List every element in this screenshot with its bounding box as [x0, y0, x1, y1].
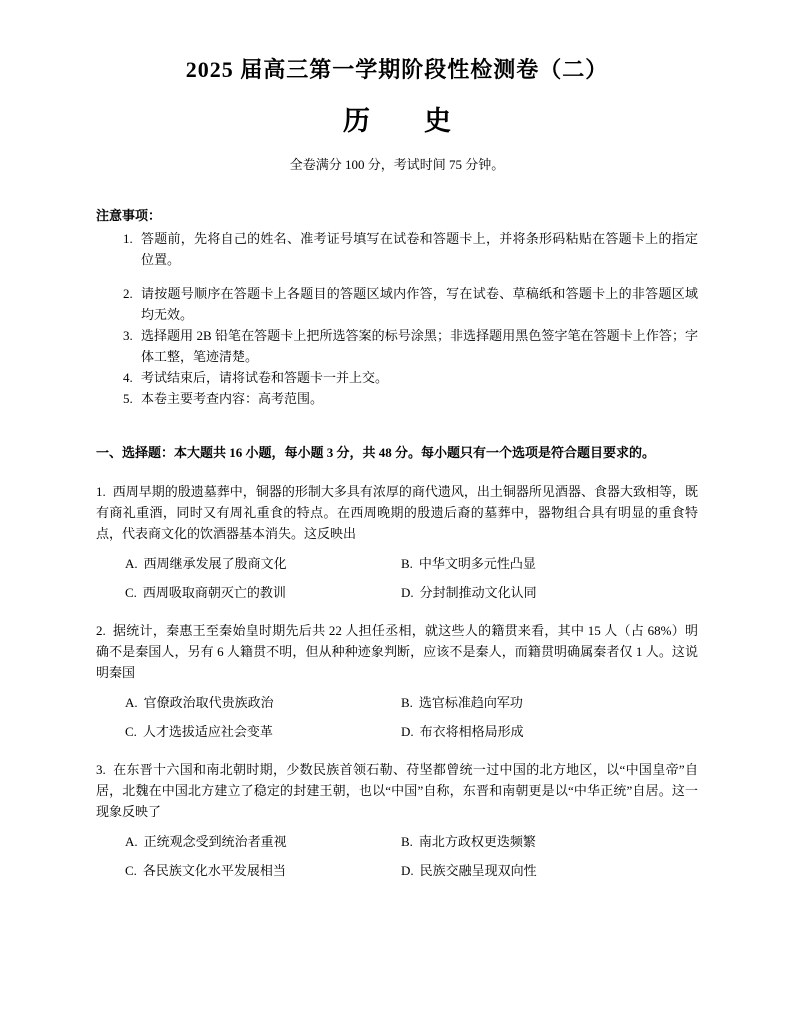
- option-c: [125, 860, 401, 881]
- question-stem: [96, 481, 698, 544]
- option-text: 分封制推动文化认同: [419, 584, 537, 600]
- option-d: [401, 582, 698, 603]
- question-stem: [96, 620, 698, 683]
- notice-list: [96, 228, 698, 409]
- exam-subject: 历 史: [343, 105, 451, 136]
- option-text: 官僚政治取代贵族政治: [143, 694, 274, 710]
- option-b: [401, 553, 698, 574]
- notice-heading: 注意事项：: [96, 208, 162, 224]
- notice-item-text: 本卷主要考查内容：高考范围。: [141, 391, 324, 407]
- option-label: A.: [125, 555, 138, 571]
- option-label: C.: [125, 584, 137, 600]
- option-text: 正统观念受到统治者重视: [143, 834, 287, 850]
- question-number: 2.: [96, 622, 106, 638]
- question-text: 据统计，秦惠王至秦始皇时期先后共 22 人担任丞相，就这些人的籍贯来看，其中 15 人（占 68%）明确不是秦国人，另有 6 人籍贯不明，但从种种迹象判断，应该不是秦人，而籍贯明确属秦者仅 1 人。这说明秦国: [96, 622, 698, 680]
- option-text: 西周吸取商朝灭亡的教训: [142, 584, 286, 600]
- option-text: 南北方政权更迭频繁: [418, 834, 536, 850]
- question-3: [96, 759, 698, 881]
- exam-title: 2025 届高三第一学期阶段性检测卷（二）: [185, 57, 609, 82]
- option-label: D.: [401, 584, 414, 600]
- option-label: B.: [401, 694, 413, 710]
- notice-item-text: 请按题号顺序在答题卡上各题目的答题区域内作答，写在试卷、草稿纸和答题卡上的非答题区域均无效。: [141, 286, 698, 323]
- notice-item-5: [96, 388, 698, 409]
- option-label: B.: [401, 555, 413, 571]
- option-b: [401, 692, 698, 713]
- notice-item-4: [96, 367, 698, 388]
- option-label: D.: [401, 723, 414, 739]
- option-c: [125, 582, 401, 603]
- option-text: 中华文明多元性凸显: [418, 555, 536, 571]
- question-1: [96, 481, 698, 603]
- notice-section: [96, 205, 698, 409]
- option-text: 各民族文化水平发展相当: [142, 863, 286, 879]
- option-label: D.: [401, 863, 414, 879]
- question-2: [96, 620, 698, 742]
- option-a: [125, 692, 401, 713]
- question-options: [96, 553, 698, 603]
- score-info: 全卷满分 100 分，考试时间 75 分钟。: [289, 156, 505, 172]
- option-text: 民族交融呈现双向性: [419, 863, 537, 879]
- option-a: [125, 831, 401, 852]
- option-c: [125, 721, 401, 742]
- option-label: C.: [125, 863, 137, 879]
- notice-item-1: [96, 228, 698, 270]
- notice-item-number: 2.: [123, 286, 133, 302]
- option-text: 布衣将相格局形成: [419, 723, 524, 739]
- notice-item-text: 答题前，先将自己的姓名、准考证号填写在试卷和答题卡上，并将条形码粘贴在答题卡上的指定位置。: [141, 231, 698, 268]
- notice-item-3: [96, 325, 698, 367]
- notice-item-number: 3.: [123, 328, 133, 344]
- question-number: 3.: [96, 761, 106, 777]
- option-text: 人才选拔适应社会变革: [142, 723, 273, 739]
- question-options: [96, 692, 698, 742]
- option-d: [401, 860, 698, 881]
- notice-item-number: 4.: [123, 370, 133, 386]
- option-text: 西周继承发展了殷商文化: [143, 555, 287, 571]
- question-number: 1.: [96, 483, 106, 499]
- question-text: 西周早期的殷遗墓葬中，铜器的形制大多具有浓厚的商代遗风，出土铜器所见酒器、食器大致相等，既有商礼重酒，同时又有周礼重食的特点。在西周晚期的殷遗后裔的墓葬中，器物组合具有明显的重食特点，代表商文化的饮酒器基本消失。这反映出: [96, 483, 698, 541]
- option-text: 选官标准趋向军功: [418, 694, 523, 710]
- option-a: [125, 553, 401, 574]
- notice-item-number: 5.: [123, 391, 133, 407]
- notice-item-number: 1.: [123, 231, 133, 247]
- question-options: [96, 831, 698, 881]
- option-b: [401, 831, 698, 852]
- notice-item-text: 选择题用 2B 铅笔在答题卡上把所选答案的标号涂黑；非选择题用黑色签字笔在答题卡上作答；字体工整，笔迹清楚。: [141, 328, 698, 365]
- notice-item-text: 考试结束后，请将试卷和答题卡一并上交。: [141, 370, 389, 386]
- notice-item-2: [96, 283, 698, 325]
- option-label: A.: [125, 834, 138, 850]
- question-stem: [96, 759, 698, 822]
- option-d: [401, 721, 698, 742]
- option-label: C.: [125, 723, 137, 739]
- option-label: A.: [125, 694, 138, 710]
- option-label: B.: [401, 834, 413, 850]
- question-text: 在东晋十六国和南北朝时期，少数民族首领石勒、苻坚都曾统一过中国的北方地区，以“中国皇帝”自居，北魏在中国北方建立了稳定的封建王朝，也以“中国”自称，东晋和南朝更是以“中华正统”自居。这一现象反映了: [96, 761, 698, 820]
- section-heading: 一、选择题：本大题共 16 小题，每小题 3 分，共 48 分。每小题只有一个选项是符合题目要求的。: [96, 445, 656, 461]
